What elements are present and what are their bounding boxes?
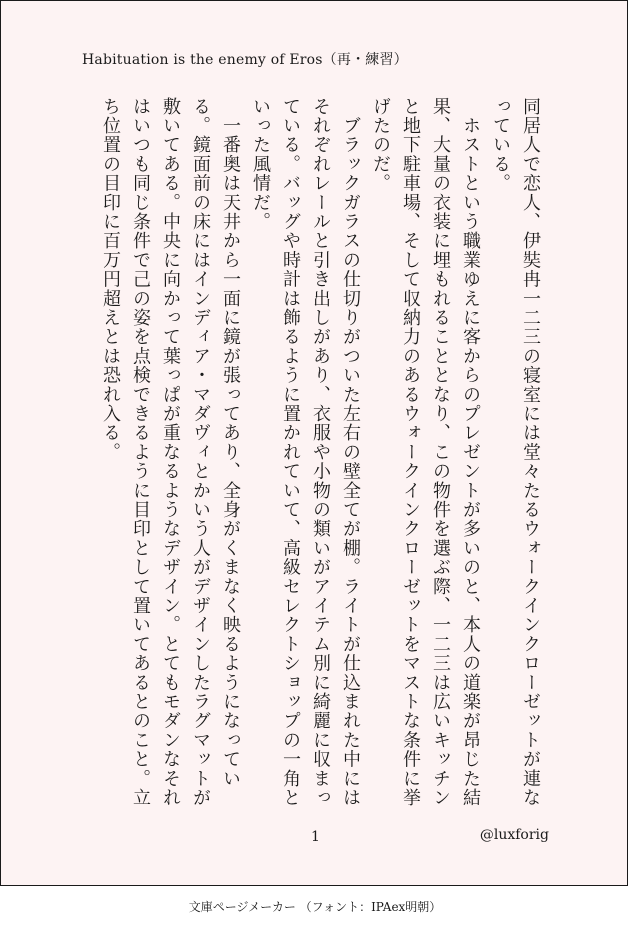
page-title: Habituation is the enemy of Eros（再・練習） bbox=[82, 52, 408, 68]
footer-credit: 文庫ページメーカー （フォント：IPAex明朝） bbox=[188, 900, 442, 914]
page-number: 1 bbox=[311, 829, 320, 845]
paragraph-2: ホストという職業ゆえに客からのプレゼントが多いのと、本人の道楽が昂じた結果、大量の衣装に埋もれることとなり、この物件を選ぶ際、一二三は広いキッチンと地下駐車場、そして収納力のあるウォークインクローゼットをマストな条件に挙げたのだ。 bbox=[370, 97, 481, 808]
paragraph-3: ブラックガラスの仕切りがついた左右の壁全てが棚。ライトが仕込まれた中にはそれぞれレールと引き出しがあり、衣服や小物の類いがアイテム別に綺麗に収まっている。バッグや時計は飾るように置かれていて、高級セレクトショップの一角といった風情だ。 bbox=[250, 97, 361, 808]
paragraph-1: 同居人で恋人、伊奘冉一二三の寝室には堂々たるウォークインクローゼットが連なっている。 bbox=[490, 97, 541, 808]
paragraph-4: 一番奥は天井から一面に鏡が張ってあり、全身がくまなく映るようになっている。鏡面前の床にはインディア・マダヴィとかいう人がデザインしたラグマットが敷いてある。中央に向かって葉っぱが重なるようなデザイン。とてもモダンなそれはいつも同じ条件で己の姿を点検できるように目印として置いてあるとのこと。立ち位置の目印に百万円超えとは恐れ入る。 bbox=[100, 97, 241, 808]
author-handle: @luxforig bbox=[479, 827, 549, 843]
vertical-body-text bbox=[85, 97, 545, 817]
